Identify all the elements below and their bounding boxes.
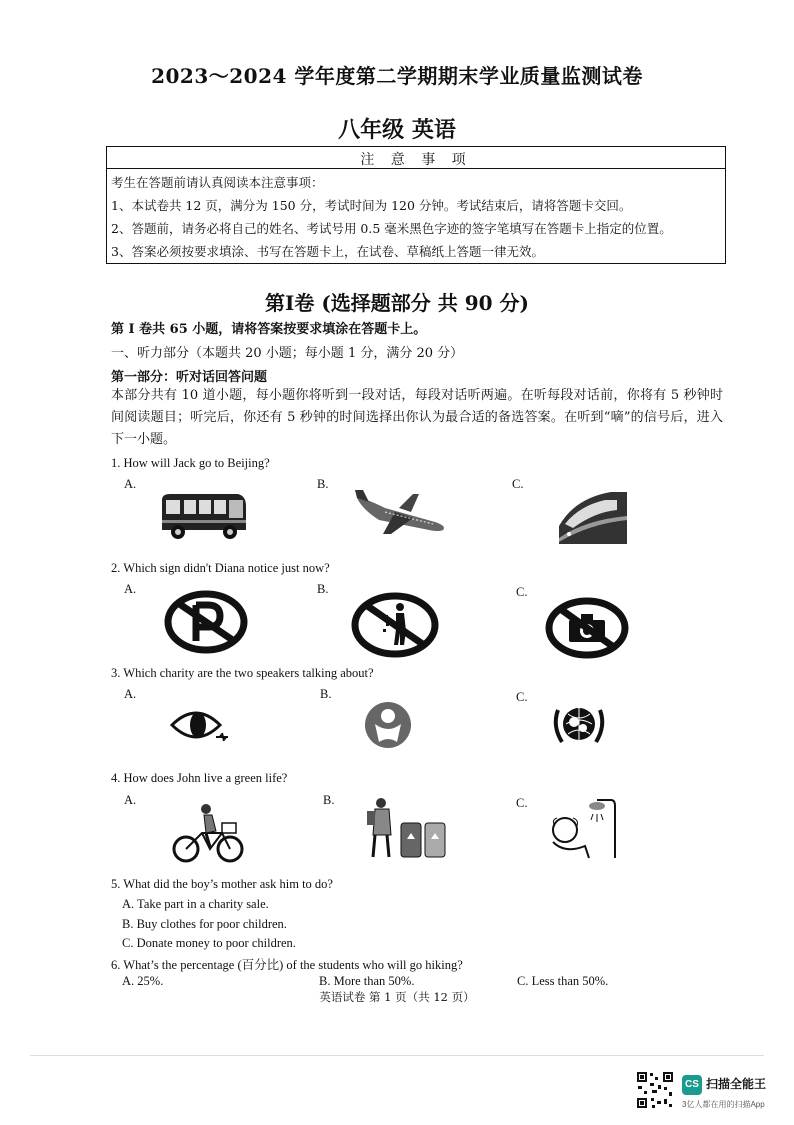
- scanner-badge: CS: [682, 1075, 702, 1095]
- question-3: 3. Which charity are the two speakers talking about?: [111, 666, 374, 680]
- option-label: A.: [124, 582, 137, 596]
- option-label: B.: [323, 793, 335, 807]
- question-2: 2. Which sign didn't Diana notice just now?: [111, 561, 330, 575]
- bottom-divider: [30, 1055, 764, 1056]
- option-text: B. More than 50%.: [319, 974, 415, 988]
- option-label: A.: [124, 793, 137, 807]
- cycling-icon: [172, 803, 244, 865]
- no-littering-icon: [350, 593, 440, 657]
- option-text: C. Donate money to poor children.: [122, 936, 296, 950]
- option-label: C.: [516, 690, 528, 704]
- notice-box: [106, 146, 726, 264]
- section-title: 第Ⅰ卷 (选择题部分 共 90 分): [265, 291, 529, 315]
- airplane-icon: [355, 490, 450, 540]
- bus-icon: [158, 490, 248, 546]
- option-label: A.: [124, 687, 137, 701]
- option-label: B.: [320, 687, 332, 701]
- notice-item: 2、答题前，请务必将自己的姓名、考试号用 0.5 毫米黑色字迹的签字笔填写在答题卡上指定的位置。: [111, 221, 672, 236]
- question-1: 1. How will Jack go to Beijing?: [111, 456, 270, 470]
- option-label: C.: [516, 585, 528, 599]
- question-5: 5. What did the boy’s mother ask him to do?: [111, 877, 333, 891]
- project-hope-logo-icon: [363, 700, 413, 750]
- qr-code-icon: [636, 1071, 674, 1109]
- notice-divider: [107, 168, 725, 169]
- option-label: B.: [317, 477, 329, 491]
- notice-heading: 注 意 事 项: [360, 152, 472, 168]
- option-label: C.: [516, 796, 528, 810]
- recycling-icon: [365, 795, 449, 861]
- option-label: B.: [317, 582, 329, 596]
- part1-title: 第一部分：听对话回答问题: [111, 370, 268, 385]
- saving-water-icon: [545, 796, 615, 862]
- page-footer: 英语试卷 第 1 页（共 12 页）: [319, 990, 475, 1004]
- no-photography-icon: [545, 598, 629, 658]
- listening-heading: 一、听力部分（本题共 20 小题；每小题 1 分，满分 20 分）: [111, 346, 464, 361]
- scanner-name: 扫描全能王: [706, 1077, 767, 1091]
- option-text: B. Buy clothes for poor children.: [122, 917, 287, 931]
- scanner-tagline: 3亿人都在用的扫描App: [682, 1100, 765, 1109]
- question-4: 4. How does John live a green life?: [111, 771, 288, 785]
- orbis-logo-icon: [170, 703, 232, 749]
- exam-title: 2023～2024 学年度第二学期期末学业质量监测试卷: [151, 64, 643, 88]
- option-text: A. Take part in a charity sale.: [122, 897, 269, 911]
- exam-subtitle: 八年级 英语: [338, 117, 456, 143]
- question-6: 6. What’s the percentage (百分比) of the students who will go hiking?: [111, 958, 463, 972]
- part1-description: 本部分共有 10 道小题，每小题你将听到一段对话，每段对话听两遍。在听每段对话前，你将有 5 秒钟时间阅读题目；听完后，你还有 5 秒钟的时间选择出你认为最合适的备选答案。在听到“嘀”的信号后，进入下一小题。: [111, 388, 723, 447]
- option-label: A.: [124, 477, 137, 491]
- section-intro: 第 I 卷共 65 小题，请将答案按要求填涂在答题卡上。: [111, 322, 427, 337]
- notice-item: 3、答案必须按要求填涂、书写在答题卡上，在试卷、草稿纸上答题一律无效。: [111, 244, 544, 259]
- no-parking-icon: [164, 591, 248, 653]
- high-speed-train-icon: [555, 490, 630, 546]
- option-text: C. Less than 50%.: [517, 974, 609, 988]
- option-label: C.: [512, 477, 524, 491]
- option-text: A. 25%.: [122, 974, 164, 988]
- notice-item: 1、本试卷共 12 页，满分为 150 分，考试时间为 120 分钟。考试结束后，请将答题卡交回。: [111, 198, 632, 213]
- unicef-logo-icon: [552, 700, 606, 750]
- notice-item: 考生在答题前请认真阅读本注意事项：: [111, 175, 324, 190]
